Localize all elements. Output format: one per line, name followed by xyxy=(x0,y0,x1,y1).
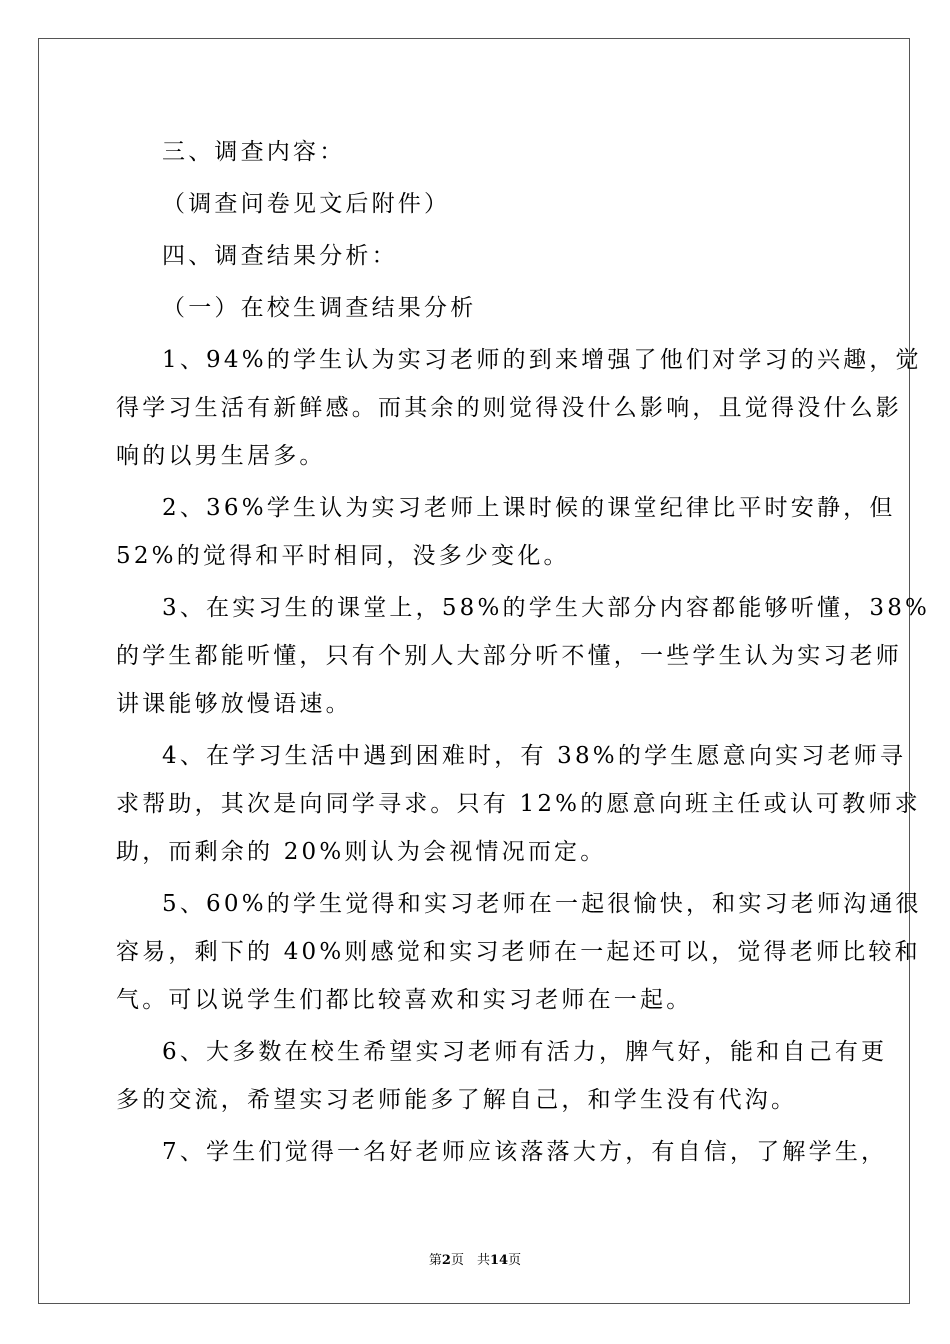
paragraph xyxy=(116,732,921,876)
paragraph xyxy=(116,1128,888,1176)
document-body xyxy=(116,128,931,1176)
section-heading-3: 三、调查内容： xyxy=(162,139,346,165)
paragraph-line: 多的交流，希望实习老师能多了解自己，和学生没有代沟。 xyxy=(116,1087,798,1113)
paragraph-line: 求帮助，其次是向同学寻求。只有 12%的愿意向班主任或认可教师求 xyxy=(116,791,921,817)
subsection-heading: （一）在校生调查结果分析 xyxy=(162,295,477,321)
paragraph-line: 的学生都能听懂，只有个别人大部分听不懂，一些学生认为实习老师 xyxy=(116,643,902,669)
paragraph-line: 2、36%学生认为实习老师上课时候的课堂纪律比平时安静，但 xyxy=(162,495,896,521)
paragraph-line: 4、在学习生活中遇到困难时，有 38%的学生愿意向实习老师寻 xyxy=(162,743,907,769)
paragraph-line: 7、学生们觉得一名好老师应该落落大方，有自信，了解学生， xyxy=(162,1139,888,1165)
paragraph-line: 1、94%的学生认为实习老师的到来增强了他们对学习的兴趣，觉 xyxy=(162,347,922,373)
paragraph-line: 得学习生活有新鲜感。而其余的则觉得没什么影响，且觉得没什么影 xyxy=(116,395,902,421)
footer-prefix: 第 xyxy=(428,1253,442,1268)
paragraph-line: 响的以男生居多。 xyxy=(116,443,326,469)
paragraph xyxy=(116,1028,888,1124)
paragraph-line: 讲课能够放慢语速。 xyxy=(116,691,352,717)
paragraph-line: 6、大多数在校生希望实习老师有活力，脾气好，能和自己有更 xyxy=(162,1039,888,1065)
paragraph-line: 气。可以说学生们都比较喜欢和实习老师在一起。 xyxy=(116,987,693,1013)
page-footer xyxy=(0,1249,950,1268)
paragraph xyxy=(116,336,922,480)
questionnaire-note: （调查问卷见文后附件） xyxy=(162,191,451,217)
section-heading-4: 四、调查结果分析： xyxy=(162,243,398,269)
paragraph-line: 容易，剩下的 40%则感觉和实习老师在一起还可以，觉得老师比较和 xyxy=(116,939,921,965)
footer-mid: 页 共 xyxy=(450,1253,490,1268)
paragraph-line: 52%的觉得和平时相同，没多少变化。 xyxy=(116,543,570,569)
footer-suffix: 页 xyxy=(508,1253,522,1268)
paragraph-line: 3、在实习生的课堂上，58%的学生大部分内容都能够听懂，38% xyxy=(162,595,931,621)
total-pages-number: 14 xyxy=(489,1253,509,1268)
paragraph-line: 5、60%的学生觉得和实习老师在一起很愉快，和实习老师沟通很 xyxy=(162,891,922,917)
paragraph xyxy=(116,484,896,580)
paragraph xyxy=(116,584,931,728)
paragraph-line: 助，而剩余的 20%则认为会视情况而定。 xyxy=(116,839,607,865)
paragraph xyxy=(116,880,922,1024)
current-page-number: 2 xyxy=(441,1253,451,1268)
